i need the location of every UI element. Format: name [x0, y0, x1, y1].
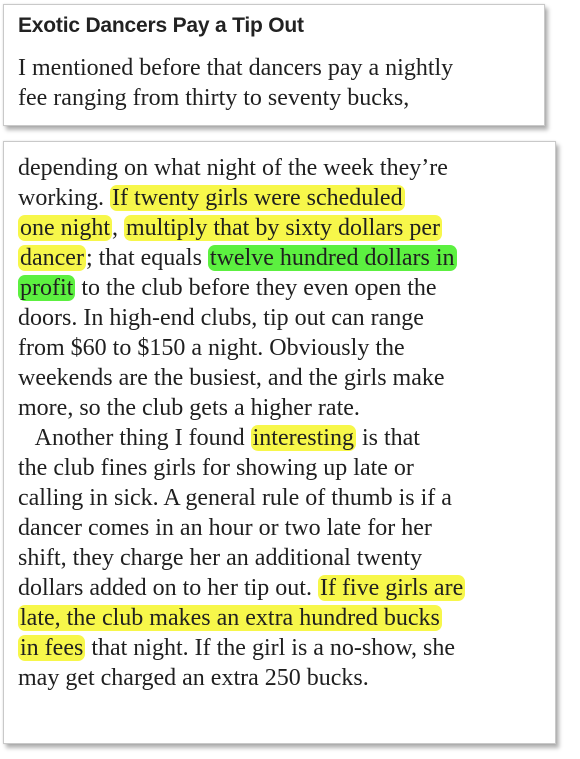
text-line: calling in sick. A general rule of thumb is if a	[18, 485, 452, 511]
text-run: ; that equals	[85, 245, 208, 271]
text-line: I mentioned before that dancers pay a nightly	[18, 55, 454, 81]
highlight-green: profit	[20, 275, 74, 301]
text-line	[18, 183, 405, 213]
text-run: dollars added on to her tip out.	[18, 575, 318, 601]
text-line	[18, 573, 465, 603]
text-run: working.	[18, 185, 110, 211]
highlight-yellow: interesting	[252, 425, 354, 451]
highlight-green: twelve hundred dollars in	[209, 245, 455, 271]
highlight-yellow: one night	[20, 215, 110, 241]
text-line: from $60 to $150 a night. Obviously the	[18, 335, 405, 361]
text-line	[18, 213, 442, 243]
text-line	[18, 243, 457, 273]
text-line: shift, they charge her an additional twenty	[18, 545, 423, 571]
text-line: may get charged an extra 250 bucks.	[18, 665, 369, 691]
text-line	[18, 423, 420, 453]
text-line: more, so the club gets a higher rate.	[18, 395, 360, 421]
text-run: that night. If the girl is a no-show, she	[85, 635, 456, 661]
highlight-yellow: multiply that by sixty dollars per	[126, 215, 440, 241]
text-line	[18, 603, 442, 633]
text-line: weekends are the busiest, and the girls make	[18, 365, 445, 391]
text-run: ,	[112, 215, 124, 241]
text-line	[18, 273, 437, 303]
text-line: depending on what night of the week they’re	[18, 155, 448, 181]
highlight-yellow: late, the club makes an extra hundred bucks	[20, 605, 440, 631]
section-heading: Exotic Dancers Pay a Tip Out	[18, 14, 304, 37]
top-excerpt-card	[3, 4, 545, 126]
text-line: doors. In high-end clubs, tip out can range	[18, 305, 424, 331]
text-line: dancer comes in an hour or two late for her	[18, 515, 432, 541]
text-run: Another thing I found	[18, 425, 251, 451]
text-line	[18, 633, 455, 663]
highlight-yellow: dancer	[20, 245, 84, 271]
text-run: is that	[355, 425, 420, 451]
highlight-yellow: If five girls are	[319, 575, 464, 601]
text-line: fee ranging from thirty to seventy bucks,	[18, 85, 410, 111]
highlight-yellow: in fees	[20, 635, 84, 661]
text-line: the club fines girls for showing up late or	[18, 455, 414, 481]
highlight-yellow: If twenty girls were scheduled	[112, 185, 403, 211]
bottom-excerpt-card	[3, 141, 556, 744]
text-run: to the club before they even open the	[75, 275, 437, 301]
